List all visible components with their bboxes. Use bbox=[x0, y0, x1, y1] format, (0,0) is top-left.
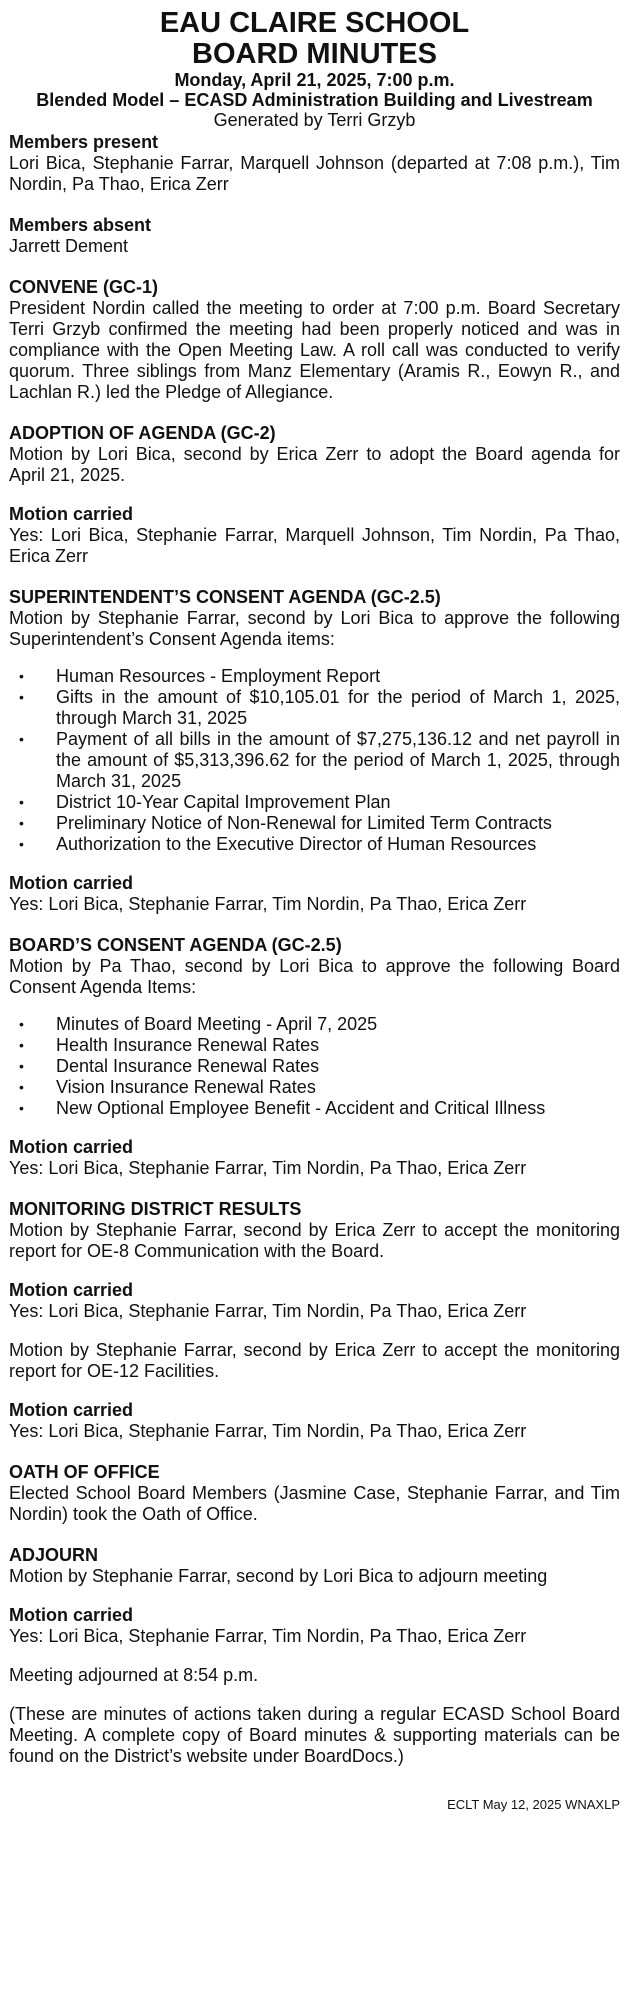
convene-text: President Nordin called the meeting to order at 7:00 p.m. Board Secretary Terri Grzyb confirmed the meeting had been properly noticed and was in compliance with the Open Meeting Law. A roll call was conducted to verify quorum. Three siblings from Manz Elementary (Aramis R., Eowyn R., and Lachlan R.) led the Pledge of Allegiance. bbox=[9, 298, 620, 402]
members-present-label: Members present bbox=[9, 132, 159, 152]
adjourned-time: Meeting adjourned at 8:54 p.m. bbox=[9, 1665, 259, 1685]
list-item: • Gifts in the amount of $10,105.01 for the period of March 1, 2025, through March 31, 2025 bbox=[56, 687, 620, 729]
monitoring-label: MONITORING DISTRICT RESULTS bbox=[9, 1199, 302, 1219]
monitoring-result-1-label: Motion carried bbox=[9, 1280, 134, 1300]
agenda-result: Yes: Lori Bica, Stephanie Farrar, Marquell Johnson, Tim Nordin, Pa Thao, Erica Zerr bbox=[9, 525, 620, 566]
superintendent-consent-result-label: Motion carried bbox=[9, 873, 134, 893]
board-consent-result-label: Motion carried bbox=[9, 1137, 134, 1157]
board-consent-motion: Motion by Pa Thao, second by Lori Bica to approve the following Board Consent Agenda Items: bbox=[9, 956, 620, 997]
monitoring-result-2-label: Motion carried bbox=[9, 1400, 134, 1420]
list-item: • New Optional Employee Benefit - Accident and Critical Illness bbox=[56, 1098, 620, 1119]
list-item: • Preliminary Notice of Non-Renewal for Limited Term Contracts bbox=[56, 813, 620, 834]
adjourn-result-label: Motion carried bbox=[9, 1605, 134, 1625]
document-header bbox=[9, 8, 620, 130]
superintendent-consent-motion: Motion by Stephanie Farrar, second by Lori Bica to approve the following Superintendent’s Consent Agenda items: bbox=[9, 608, 620, 649]
list-item: • Minutes of Board Meeting - April 7, 2025 bbox=[56, 1014, 620, 1035]
meeting-location: Blended Model – ECASD Administration Building and Livestream bbox=[36, 90, 593, 110]
adjourn-section bbox=[9, 1545, 620, 1767]
list-item: • Health Insurance Renewal Rates bbox=[56, 1035, 620, 1056]
board-consent-items bbox=[9, 1014, 620, 1119]
title-line-2: BOARD MINUTES bbox=[192, 38, 437, 70]
adjourn-result: Yes: Lori Bica, Stephanie Farrar, Tim Nordin, Pa Thao, Erica Zerr bbox=[9, 1626, 527, 1646]
agenda-label: ADOPTION OF AGENDA (GC-2) bbox=[9, 423, 276, 443]
list-item: • Dental Insurance Renewal Rates bbox=[56, 1056, 620, 1077]
agenda-motion: Motion by Lori Bica, second by Erica Zerr to adopt the Board agenda for April 21, 2025. bbox=[9, 444, 620, 485]
monitoring-result-2: Yes: Lori Bica, Stephanie Farrar, Tim Nordin, Pa Thao, Erica Zerr bbox=[9, 1421, 527, 1441]
superintendent-consent-label: SUPERINTENDENT’S CONSENT AGENDA (GC-2.5) bbox=[9, 587, 441, 607]
adjourn-motion: Motion by Stephanie Farrar, second by Lori Bica to adjourn meeting bbox=[9, 1566, 548, 1586]
list-item: • Payment of all bills in the amount of $7,275,136.12 and net payroll in the amount of $5,313,396.62 for the period of March 1, 2025, through March 31, 2025 bbox=[56, 729, 620, 792]
convene-section bbox=[9, 277, 620, 403]
oath-section bbox=[9, 1462, 620, 1525]
board-consent-label: BOARD’S CONSENT AGENDA (GC-2.5) bbox=[9, 935, 342, 955]
convene-label: CONVENE (GC-1) bbox=[9, 277, 159, 297]
board-consent-result: Yes: Lori Bica, Stephanie Farrar, Tim Nordin, Pa Thao, Erica Zerr bbox=[9, 1158, 527, 1178]
monitoring-motion-2: Motion by Stephanie Farrar, second by Erica Zerr to accept the monitoring report for OE-12 Facilities. bbox=[9, 1340, 620, 1381]
monitoring-result-1: Yes: Lori Bica, Stephanie Farrar, Tim Nordin, Pa Thao, Erica Zerr bbox=[9, 1301, 527, 1321]
board-consent-section bbox=[9, 935, 620, 1179]
minutes-note: (These are minutes of actions taken during a regular ECASD School Board Meeting. A complete copy of Board minutes & supporting materials can be found on the District’s website under BoardDocs.) bbox=[9, 1704, 620, 1766]
members-present-section bbox=[9, 132, 620, 195]
superintendent-consent-items bbox=[9, 666, 620, 855]
members-absent-label: Members absent bbox=[9, 215, 152, 235]
list-item: • District 10-Year Capital Improvement Plan bbox=[56, 792, 620, 813]
members-absent-section bbox=[9, 215, 620, 257]
publication-footer: ECLT May 12, 2025 WNAXLP bbox=[447, 1797, 620, 1812]
oath-label: OATH OF OFFICE bbox=[9, 1462, 160, 1482]
list-item: • Authorization to the Executive Director of Human Resources bbox=[56, 834, 620, 855]
list-item: • Human Resources - Employment Report bbox=[56, 666, 620, 687]
monitoring-section bbox=[9, 1199, 620, 1442]
members-absent-text: Jarrett Dement bbox=[9, 236, 129, 256]
list-item: • Vision Insurance Renewal Rates bbox=[56, 1077, 620, 1098]
oath-text: Elected School Board Members (Jasmine Case, Stephanie Farrar, and Tim Nordin) took the Oath of Office. bbox=[9, 1483, 620, 1524]
agenda-result-label: Motion carried bbox=[9, 504, 134, 524]
agenda-section bbox=[9, 423, 620, 567]
meeting-date: Monday, April 21, 2025, 7:00 p.m. bbox=[174, 70, 455, 90]
superintendent-consent-section bbox=[9, 587, 620, 915]
superintendent-consent-result: Yes: Lori Bica, Stephanie Farrar, Tim Nordin, Pa Thao, Erica Zerr bbox=[9, 894, 527, 914]
members-present-text: Lori Bica, Stephanie Farrar, Marquell Johnson (departed at 7:08 p.m.), Tim Nordin, Pa Thao, Erica Zerr bbox=[9, 153, 620, 194]
adjourn-label: ADJOURN bbox=[9, 1545, 99, 1565]
monitoring-motion-1: Motion by Stephanie Farrar, second by Erica Zerr to accept the monitoring report for OE-8 Communication with the Board. bbox=[9, 1220, 620, 1261]
title-line-1: EAU CLAIRE SCHOOL bbox=[159, 7, 470, 39]
generated-by: Generated by Terri Grzyb bbox=[213, 110, 416, 130]
